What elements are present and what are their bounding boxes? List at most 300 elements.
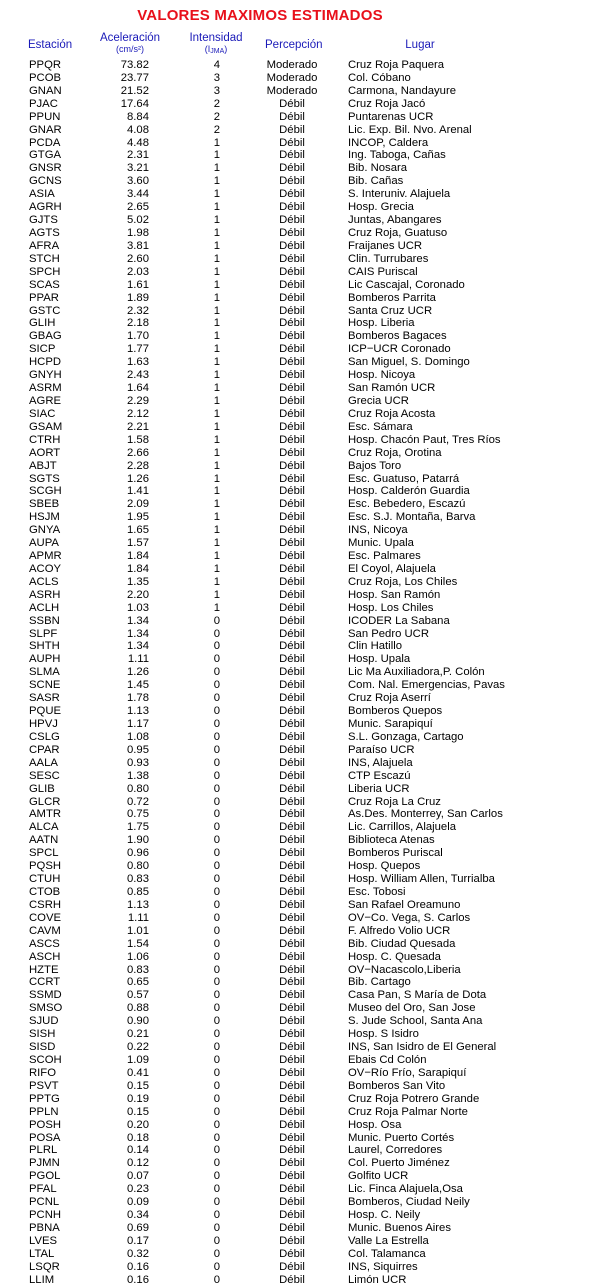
cell-aceleracion: 0.90 (127, 1015, 149, 1028)
cell-percepcion: Débil (279, 989, 305, 1002)
cell-percepcion: Débil (279, 511, 305, 524)
cell-estacion: HPVJ (29, 718, 58, 731)
cell-lugar: Bib. Cañas (348, 175, 404, 188)
cell-aceleracion: 1.26 (127, 666, 149, 679)
cell-percepcion: Débil (279, 1144, 305, 1157)
cell-lugar: Esc. Bebedero, Escazú (348, 498, 466, 511)
cell-aceleracion: 0.32 (127, 1247, 149, 1260)
table-row (0, 640, 590, 653)
cell-intensidad: 1 (213, 459, 220, 472)
cell-estacion: CSRH (29, 898, 62, 911)
cell-intensidad: 1 (213, 601, 220, 614)
cell-intensidad: 0 (213, 1041, 220, 1054)
cell-aceleracion: 0.16 (127, 1273, 149, 1286)
cell-aceleracion: 17.64 (120, 97, 149, 110)
cell-estacion: GNSR (29, 162, 62, 175)
cell-aceleracion: 0.21 (127, 1028, 149, 1041)
cell-lugar: As.Des. Monterrey, San Carlos (348, 808, 503, 821)
cell-lugar: Bajos Toro (348, 459, 402, 472)
cell-lugar: F. Alfredo Volio UCR (348, 924, 451, 937)
cell-percepcion: Débil (279, 692, 305, 705)
cell-lugar: Liberia UCR (348, 782, 410, 795)
cell-intensidad: 0 (213, 989, 220, 1002)
cell-aceleracion: 0.07 (127, 1170, 149, 1183)
cell-percepcion: Débil (279, 756, 305, 769)
cell-intensidad: 1 (213, 433, 220, 446)
cell-aceleracion: 23.77 (120, 71, 149, 84)
cell-aceleracion: 2.43 (127, 369, 149, 382)
cell-percepcion: Débil (279, 239, 305, 252)
cell-estacion: AORT (29, 446, 61, 459)
cell-estacion: SCOH (29, 1053, 62, 1066)
cell-estacion: ALCA (29, 821, 59, 834)
table-row (0, 1222, 590, 1235)
cell-intensidad: 0 (213, 1196, 220, 1209)
cell-aceleracion: 1.64 (127, 382, 149, 395)
cell-intensidad: 0 (213, 1053, 220, 1066)
cell-lugar: Lic. Exp. Bil. Nvo. Arenal (348, 123, 472, 136)
table-row (0, 305, 590, 318)
cell-percepcion: Débil (279, 575, 305, 588)
cell-lugar: Lic. Finca Alajuela,Osa (348, 1183, 463, 1196)
cell-aceleracion: 0.80 (127, 782, 149, 795)
cell-aceleracion: 0.17 (127, 1234, 149, 1247)
cell-aceleracion: 1.70 (127, 330, 149, 343)
cell-lugar: Munic. Upala (348, 537, 414, 550)
cell-percepcion: Débil (279, 498, 305, 511)
cell-lugar: ICODER La Sabana (348, 614, 450, 627)
cell-intensidad: 1 (213, 188, 220, 201)
cell-intensidad: 0 (213, 1273, 220, 1286)
cell-estacion: ASIA (29, 188, 55, 201)
cell-intensidad: 1 (213, 175, 220, 188)
cell-lugar: INS, Siquirres (348, 1260, 418, 1273)
cell-aceleracion: 1.34 (127, 640, 149, 653)
cell-aceleracion: 5.02 (127, 214, 149, 227)
cell-percepcion: Débil (279, 1066, 305, 1079)
cell-percepcion: Débil (279, 420, 305, 433)
cell-aceleracion: 73.82 (120, 59, 149, 71)
cell-intensidad: 0 (213, 911, 220, 924)
table-row (0, 615, 590, 628)
cell-aceleracion: 0.88 (127, 1002, 149, 1015)
cell-estacion: SICP (29, 343, 56, 356)
cell-percepcion: Débil (279, 304, 305, 317)
cell-percepcion: Débil (279, 201, 305, 214)
cell-intensidad: 0 (213, 898, 220, 911)
cell-aceleracion: 1.11 (127, 653, 149, 666)
cell-aceleracion: 1.06 (127, 950, 149, 963)
table-row (0, 149, 590, 162)
table-row (0, 1157, 590, 1170)
cell-estacion: PJMN (29, 1157, 60, 1170)
cell-estacion: SBEB (29, 498, 60, 511)
cell-intensidad: 0 (213, 847, 220, 860)
cell-percepcion: Débil (279, 1221, 305, 1234)
cell-intensidad: 1 (213, 239, 220, 252)
cell-aceleracion: 1.35 (127, 575, 149, 588)
table-row (0, 808, 590, 821)
cell-percepcion: Débil (279, 963, 305, 976)
cell-lugar: Paraíso UCR (348, 743, 415, 756)
table-row (0, 1132, 590, 1145)
cell-percepcion: Moderado (266, 59, 318, 71)
cell-percepcion: Débil (279, 1079, 305, 1092)
cell-lugar: Bomberos Parrita (348, 291, 436, 304)
table-row (0, 408, 590, 421)
cell-percepcion: Débil (279, 1196, 305, 1209)
table-row (0, 964, 590, 977)
cell-aceleracion: 1.17 (127, 718, 149, 731)
cell-estacion: RIFO (29, 1066, 56, 1079)
cell-estacion: SCNE (29, 679, 61, 692)
header-aceleracion-label: Aceleración (99, 32, 161, 44)
cell-lugar: Hosp. Grecia (348, 201, 414, 214)
table-row (0, 550, 590, 563)
cell-percepcion: Débil (279, 330, 305, 343)
cell-lugar: INS, Nicoya (348, 524, 408, 537)
cell-percepcion: Débil (279, 718, 305, 731)
table-row (0, 188, 590, 201)
table-row (0, 85, 590, 98)
table-row (0, 524, 590, 537)
cell-estacion: ACLH (29, 601, 60, 614)
cell-aceleracion: 0.83 (127, 963, 149, 976)
cell-estacion: SMSO (29, 1002, 63, 1015)
cell-lugar: San Pedro UCR (348, 627, 429, 640)
cell-lugar: Hosp. Quepos (348, 860, 421, 873)
cell-lugar: Cruz Roja, Orotina (348, 446, 442, 459)
cell-estacion: PLRL (29, 1144, 58, 1157)
cell-percepcion: Débil (279, 976, 305, 989)
cell-percepcion: Débil (279, 537, 305, 550)
cell-intensidad: 0 (213, 1079, 220, 1092)
cell-aceleracion: 1.77 (127, 343, 149, 356)
cell-intensidad: 0 (213, 756, 220, 769)
cell-lugar: Munic. Puerto Cortés (348, 1131, 455, 1144)
cell-intensidad: 0 (213, 782, 220, 795)
table-row (0, 899, 590, 912)
cell-intensidad: 0 (213, 976, 220, 989)
cell-intensidad: 0 (213, 1118, 220, 1131)
table-row (0, 1196, 590, 1209)
cell-intensidad: 1 (213, 149, 220, 162)
table-row (0, 162, 590, 175)
table-row (0, 1067, 590, 1080)
cell-aceleracion: 1.84 (127, 550, 149, 563)
cell-aceleracion: 2.32 (127, 304, 149, 317)
cell-percepcion: Débil (279, 653, 305, 666)
cell-lugar: Hosp. C. Quesada (348, 950, 441, 963)
table-row (0, 1028, 590, 1041)
cell-percepcion: Débil (279, 1015, 305, 1028)
cell-estacion: GLIB (29, 782, 55, 795)
cell-percepcion: Débil (279, 369, 305, 382)
cell-percepcion: Débil (279, 1273, 305, 1286)
cell-intensidad: 0 (213, 718, 220, 731)
cell-lugar: Hosp. San Ramón (348, 588, 441, 601)
cell-percepcion: Débil (279, 924, 305, 937)
cell-lugar: Lic. Carrillos, Alajuela (348, 821, 456, 834)
cell-percepcion: Débil (279, 937, 305, 950)
cell-intensidad: 0 (213, 1066, 220, 1079)
cell-estacion: GSAM (29, 420, 63, 433)
cell-intensidad: 0 (213, 937, 220, 950)
cell-intensidad: 0 (213, 834, 220, 847)
cell-lugar: Hosp. C. Neily (348, 1209, 421, 1222)
table-row (0, 860, 590, 873)
cell-lugar: Cruz Roja Potrero Grande (348, 1092, 480, 1105)
table-row (0, 628, 590, 641)
cell-percepcion: Débil (279, 356, 305, 369)
table-row (0, 111, 590, 124)
cell-percepcion: Débil (279, 459, 305, 472)
cell-estacion: AGRH (29, 201, 62, 214)
cell-percepcion: Débil (279, 149, 305, 162)
cell-percepcion: Débil (279, 550, 305, 563)
cell-intensidad: 0 (213, 1209, 220, 1222)
cell-lugar: Esc. Palmares (348, 550, 421, 563)
cell-percepcion: Débil (279, 175, 305, 188)
cell-intensidad: 0 (213, 1183, 220, 1196)
cell-intensidad: 0 (213, 1105, 220, 1118)
cell-percepcion: Débil (279, 601, 305, 614)
table-row (0, 227, 590, 240)
table-row (0, 744, 590, 757)
cell-lugar: Munic. Buenos Aires (348, 1221, 451, 1234)
cell-aceleracion: 1.58 (127, 433, 149, 446)
cell-estacion: AGTS (29, 226, 60, 239)
cell-estacion: AFRA (29, 239, 60, 252)
cell-percepcion: Débil (279, 614, 305, 627)
cell-aceleracion: 0.80 (127, 860, 149, 873)
cell-estacion: GJTS (29, 214, 58, 227)
cell-aceleracion: 0.12 (127, 1157, 149, 1170)
cell-lugar: Bib. Cartago (348, 976, 411, 989)
cell-intensidad: 0 (213, 860, 220, 873)
cell-percepcion: Débil (279, 291, 305, 304)
cell-aceleracion: 0.15 (127, 1079, 149, 1092)
table-row (0, 59, 590, 72)
table-row (0, 1144, 590, 1157)
table-row (0, 1106, 590, 1119)
cell-lugar: San Ramón UCR (348, 382, 436, 395)
cell-aceleracion: 3.21 (127, 162, 149, 175)
cell-percepcion: Débil (279, 666, 305, 679)
cell-estacion: APMR (29, 550, 62, 563)
cell-percepcion: Débil (279, 97, 305, 110)
cell-aceleracion: 1.54 (127, 937, 149, 950)
cell-aceleracion: 21.52 (120, 84, 149, 97)
cell-percepcion: Débil (279, 562, 305, 575)
cell-lugar: Cruz Roja, Los Chiles (348, 575, 458, 588)
header-intensidad-label: Intensidad (189, 32, 243, 44)
cell-aceleracion: 0.22 (127, 1041, 149, 1054)
table-row (0, 847, 590, 860)
cell-aceleracion: 2.31 (127, 149, 149, 162)
cell-lugar: Bomberos, Ciudad Neily (348, 1196, 470, 1209)
cell-lugar: Col. Puerto Jiménez (348, 1157, 450, 1170)
cell-lugar: Esc. Tobosi (348, 886, 406, 898)
table-row (0, 563, 590, 576)
cell-intensidad: 1 (213, 162, 220, 175)
cell-intensidad: 1 (213, 524, 220, 537)
cell-percepcion: Débil (279, 1260, 305, 1273)
cell-aceleracion: 1.09 (127, 1053, 149, 1066)
table-row (0, 137, 590, 150)
cell-percepcion: Débil (279, 860, 305, 873)
cell-aceleracion: 0.20 (127, 1118, 149, 1131)
cell-lugar: Bib. Nosara (348, 162, 408, 175)
table-row (0, 834, 590, 847)
cell-lugar: San Miguel, S. Domingo (348, 356, 470, 369)
cell-estacion: GLCR (29, 795, 61, 808)
cell-estacion: ABJT (29, 459, 57, 472)
cell-intensidad: 0 (213, 886, 220, 898)
cell-percepcion: Débil (279, 394, 305, 407)
cell-intensidad: 2 (213, 110, 220, 123)
cell-lugar: Hosp. Nicoya (348, 369, 416, 382)
cell-percepcion: Débil (279, 485, 305, 498)
cell-estacion: COVE (29, 911, 62, 924)
cell-percepcion: Débil (279, 136, 305, 149)
table-row (0, 317, 590, 330)
cell-percepcion: Débil (279, 588, 305, 601)
cell-estacion: CAVM (29, 924, 61, 937)
cell-estacion: SSBN (29, 614, 60, 627)
cell-estacion: SHTH (29, 640, 60, 653)
cell-estacion: HCPD (29, 356, 62, 369)
cell-aceleracion: 3.60 (127, 175, 149, 188)
cell-lugar: Bib. Ciudad Quesada (348, 937, 456, 950)
table-row (0, 485, 590, 498)
table-row (0, 912, 590, 925)
cell-percepcion: Débil (279, 886, 305, 898)
cell-aceleracion: 4.08 (127, 123, 149, 136)
cell-estacion: POSH (29, 1118, 62, 1131)
cell-intensidad: 1 (213, 278, 220, 291)
cell-lugar: Hosp. William Allen, Turrialba (348, 873, 495, 886)
cell-percepcion: Débil (279, 821, 305, 834)
table-row (0, 279, 590, 292)
cell-aceleracion: 1.61 (127, 278, 149, 291)
cell-estacion: LLIM (29, 1273, 55, 1286)
cell-lugar: ICP−UCR Coronado (348, 343, 451, 356)
cell-lugar: Hosp. Upala (348, 653, 411, 666)
cell-lugar: Cruz Roja Aserrí (348, 692, 431, 705)
cell-aceleracion: 1.34 (127, 627, 149, 640)
cell-percepcion: Débil (279, 407, 305, 420)
cell-aceleracion: 1.01 (127, 924, 149, 937)
cell-aceleracion: 0.96 (127, 847, 149, 860)
cell-intensidad: 0 (213, 950, 220, 963)
cell-intensidad: 1 (213, 485, 220, 498)
cell-estacion: SIAC (29, 407, 56, 420)
cell-lugar: Juntas, Abangares (348, 214, 442, 227)
cell-estacion: GCNS (29, 175, 62, 188)
cell-lugar: Lic Ma Auxiliadora,P. Colón (348, 666, 485, 679)
table-row (0, 1209, 590, 1222)
cell-intensidad: 1 (213, 511, 220, 524)
cell-percepcion: Débil (279, 252, 305, 265)
cell-aceleracion: 1.41 (127, 485, 149, 498)
cell-intensidad: 1 (213, 304, 220, 317)
cell-aceleracion: 8.84 (127, 110, 149, 123)
cell-percepcion: Débil (279, 343, 305, 356)
cell-percepcion: Débil (279, 1234, 305, 1247)
cell-percepcion: Débil (279, 226, 305, 239)
cell-percepcion: Débil (279, 123, 305, 136)
cell-estacion: ACLS (29, 575, 59, 588)
stations-table (0, 59, 590, 1287)
cell-estacion: PCOB (29, 71, 62, 84)
cell-estacion: SSMD (29, 989, 62, 1002)
cell-estacion: STCH (29, 252, 60, 265)
cell-intensidad: 1 (213, 343, 220, 356)
table-row (0, 679, 590, 692)
cell-intensidad: 0 (213, 1157, 220, 1170)
cell-estacion: SCAS (29, 278, 60, 291)
cell-intensidad: 1 (213, 356, 220, 369)
cell-aceleracion: 2.65 (127, 201, 149, 214)
cell-lugar: Valle La Estrella (348, 1234, 429, 1247)
table-row (0, 1054, 590, 1067)
cell-percepcion: Débil (279, 705, 305, 718)
table-row (0, 770, 590, 783)
header-intensidad (178, 33, 254, 57)
cell-lugar: Grecia UCR (348, 394, 409, 407)
cell-estacion: CTRH (29, 433, 61, 446)
cell-percepcion: Débil (279, 627, 305, 640)
table-row (0, 989, 590, 1002)
cell-percepcion: Débil (279, 1105, 305, 1118)
cell-lugar: Cruz Roja Palmar Norte (348, 1105, 468, 1118)
cell-lugar: INCOP, Caldera (348, 136, 429, 149)
cell-lugar: Cruz Roja Jacó (348, 97, 426, 110)
cell-percepcion: Débil (279, 265, 305, 278)
cell-intensidad: 1 (213, 252, 220, 265)
cell-estacion: LVES (29, 1234, 58, 1247)
cell-estacion: AMTR (29, 808, 62, 821)
cell-lugar: Museo del Oro, San Jose (348, 1002, 476, 1015)
cell-intensidad: 1 (213, 575, 220, 588)
cell-lugar: Cruz Roja La Cruz (348, 795, 441, 808)
cell-intensidad: 0 (213, 679, 220, 692)
cell-intensidad: 1 (213, 472, 220, 485)
table-row (0, 1015, 590, 1028)
cell-intensidad: 3 (213, 71, 220, 84)
table-row (0, 873, 590, 886)
cell-percepcion: Moderado (266, 71, 318, 84)
table-row (0, 976, 590, 989)
table-row (0, 369, 590, 382)
cell-aceleracion: 1.65 (127, 524, 149, 537)
cell-aceleracion: 1.26 (127, 472, 149, 485)
cell-intensidad: 0 (213, 666, 220, 679)
cell-intensidad: 0 (213, 1247, 220, 1260)
cell-percepcion: Débil (279, 640, 305, 653)
cell-estacion: ASCH (29, 950, 61, 963)
cell-aceleracion: 2.28 (127, 459, 149, 472)
table-row (0, 330, 590, 343)
cell-estacion: PPLN (29, 1105, 59, 1118)
cell-intensidad: 0 (213, 1260, 220, 1273)
table-row (0, 692, 590, 705)
cell-lugar: Bomberos Bagaces (348, 330, 447, 343)
table-row (0, 576, 590, 589)
cell-lugar: Hosp. Los Chiles (348, 601, 434, 614)
table-row (0, 1093, 590, 1106)
